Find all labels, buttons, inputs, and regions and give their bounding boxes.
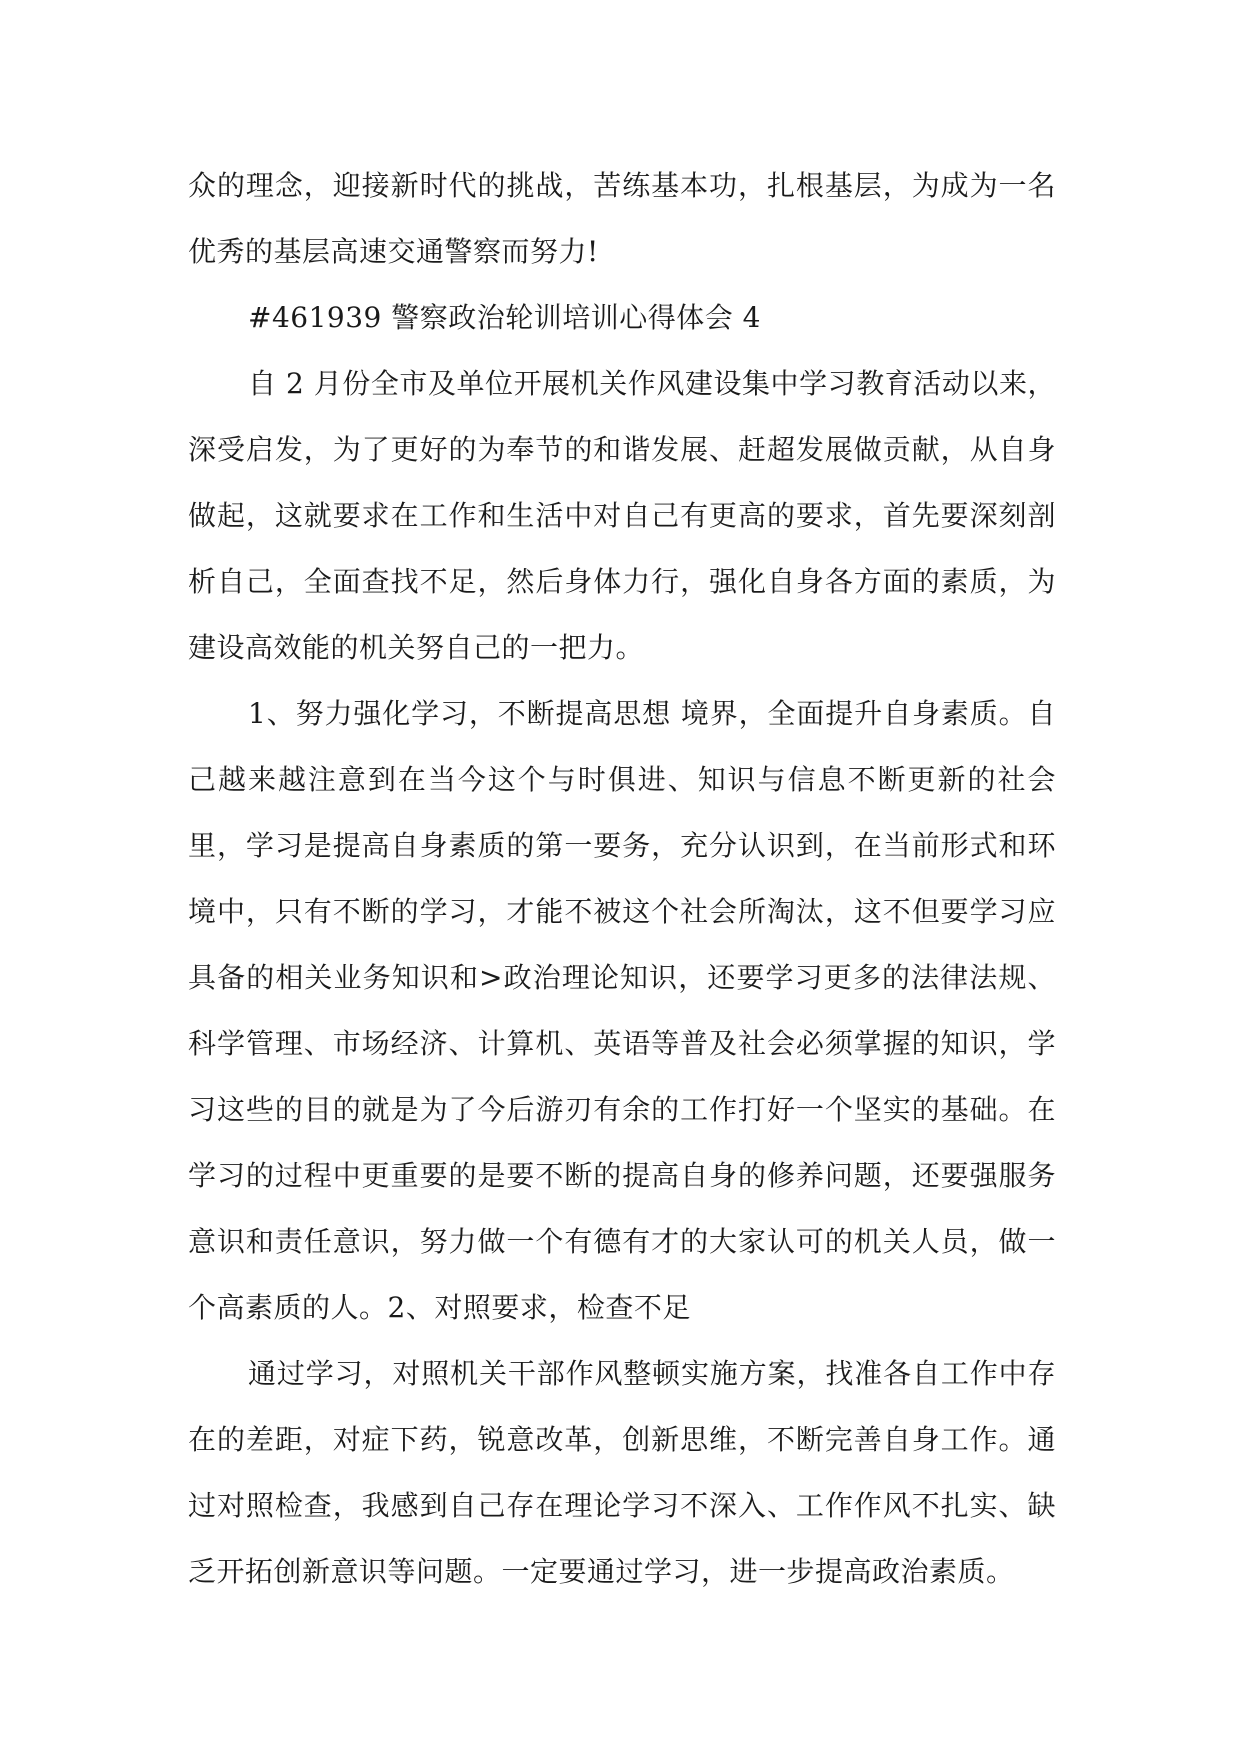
section-heading: #461939 警察政治轮训培训心得体会 4 <box>248 301 761 334</box>
paragraph-study: 1、努力强化学习，不断提高思想 境界，全面提升自身素质。自己越来越注意到在当今这个与时俱进、知识与信息不断更新的社会里，学习是提高自身素质的第一要务，充分认识到，在当前形式和环境中，只有不断的学习，才能不被这个社会所淘汰，这不但要学习应具备的相关业务知识和>政治理论知识，还要学习更多的法律法规、科学管理、市场经济、计算机、英语等普及社会必须掌握的知识，学习这些的目的就是为了今后游刃有余的工作打好一个坚实的基础。在学习的过程中更重要的是要不断的提高自身的修养问题，还要强服务意识和责任意识，努力做一个有德有才的大家认可的机关人员，做一个高素质的人。2、对照要求，检查不足 <box>188 697 1056 1324</box>
paragraph-intro: 自 2 月份全市及单位开展机关作风建设集中学习教育活动以来，深受启发，为了更好的为奉节的和谐发展、赶超发展做贡献，从自身做起，这就要求在工作和生活中对自己有更高的要求，首先要深刻剖析自己，全面查找不足，然后身体力行，强化自身各方面的素质，为建设高效能的机关努自己的一把力。 <box>188 367 1056 664</box>
paragraph-check: 通过学习，对照机关干部作风整顿实施方案，找准各自工作中存在的差距，对症下药，锐意改革，创新思维，不断完善自身工作。通过对照检查，我感到自己存在理论学习不深入、工作作风不扎实、缺乏开拓创新意识等问题。一定要通过学习，进一步提高政治素质。 <box>188 1357 1056 1588</box>
paragraph-continued: 众的理念，迎接新时代的挑战，苦练基本功，扎根基层，为成为一名优秀的基层高速交通警察而努力! <box>188 169 1056 268</box>
document-body <box>188 153 1056 1605</box>
